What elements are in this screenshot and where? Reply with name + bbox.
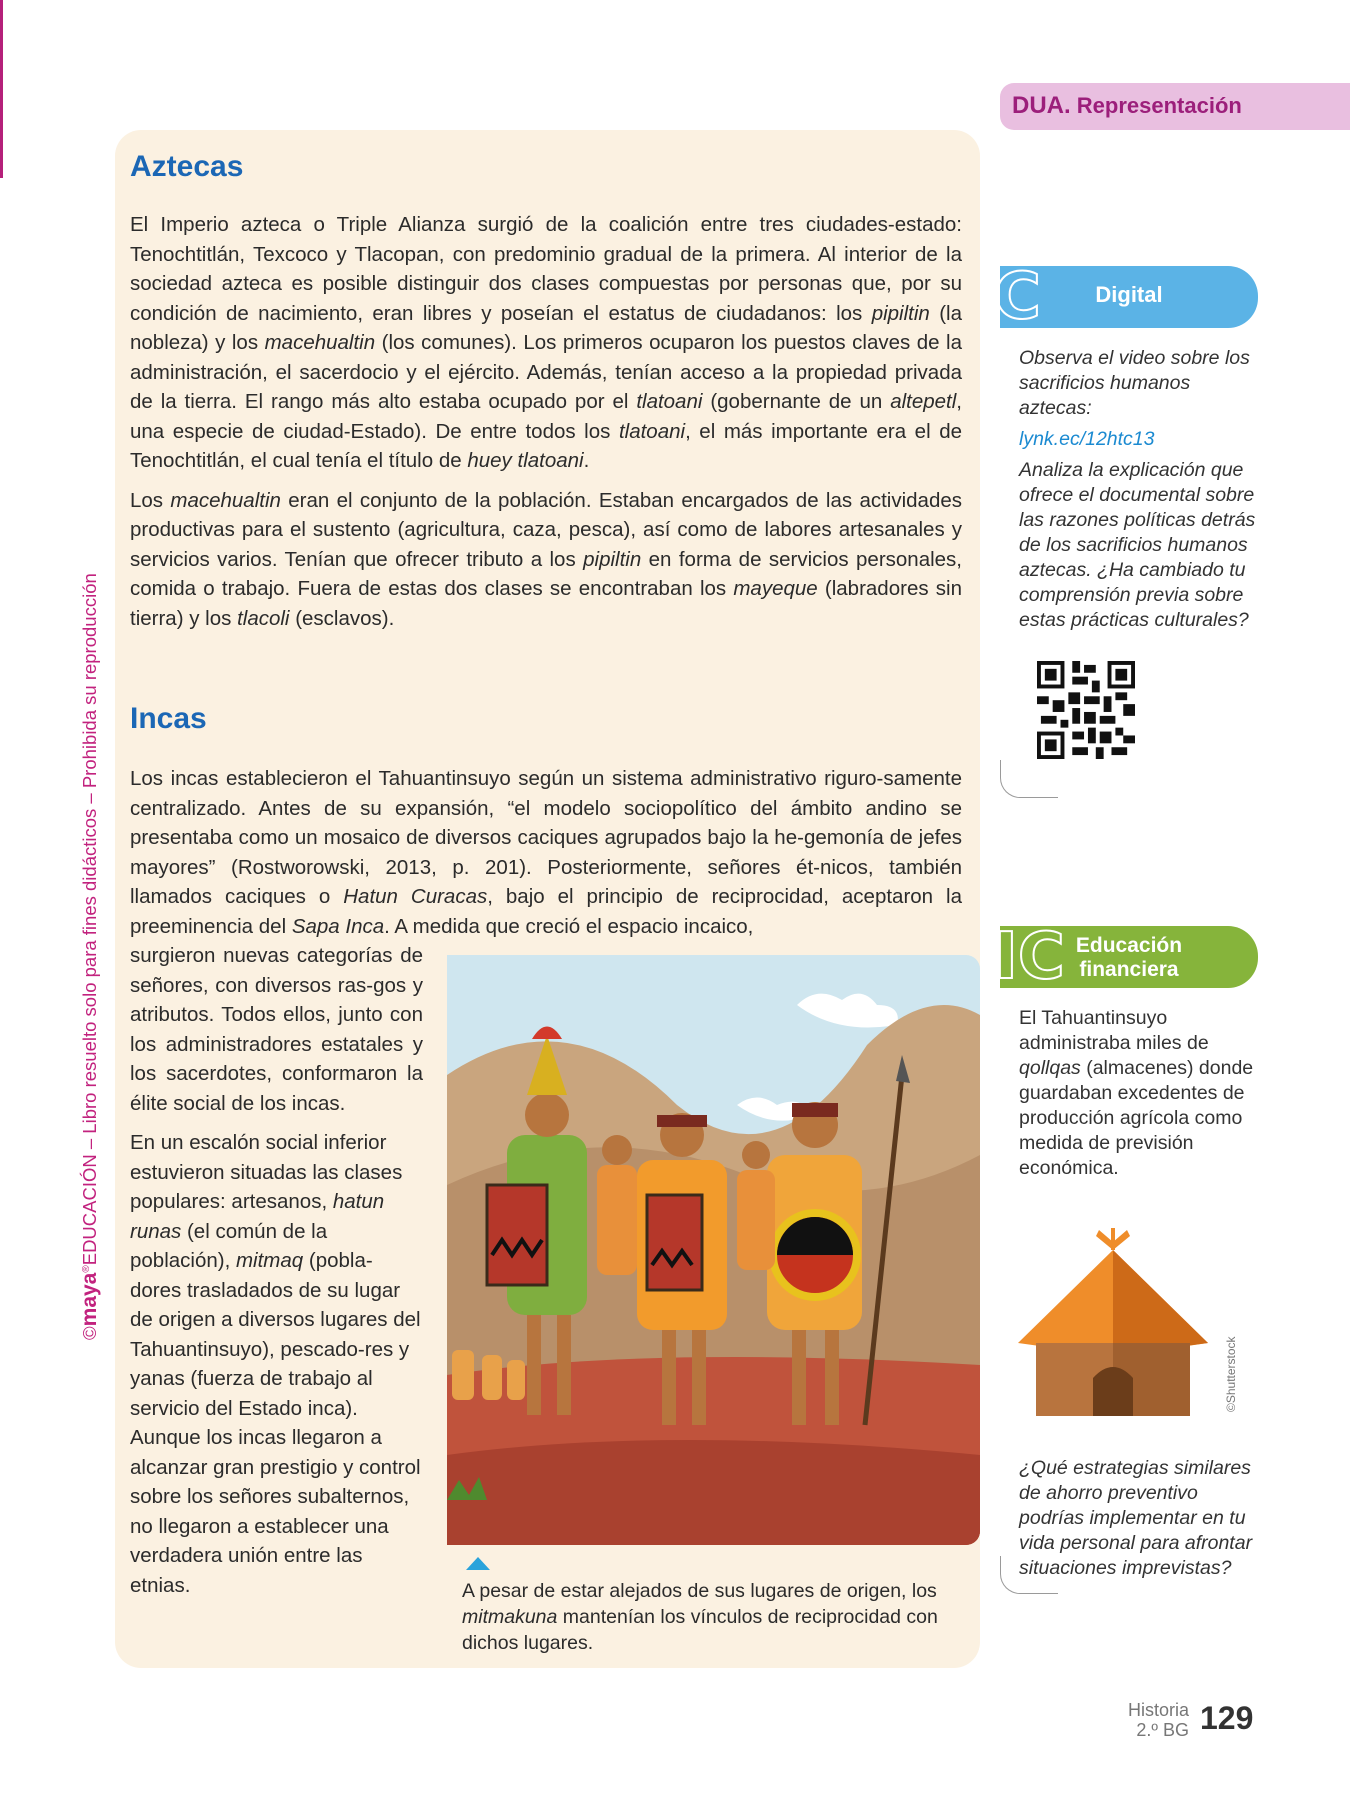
finance-box-border	[1000, 1556, 1058, 1594]
finance-question: ¿Qué estrategias similares de ahorro preventivo podrías implementar en tu vida personal para afrontar situaciones imprevistas?	[1019, 1457, 1253, 1579]
finance-ic-icon: IC	[994, 920, 1065, 994]
vertical-copyright	[78, 573, 102, 1340]
digital-intro: Observa el video sobre los sacrificios humanos aztecas:	[1019, 347, 1250, 419]
mitmakuna-illustration	[447, 955, 980, 1545]
digital-link[interactable]: lynk.ec/12htc13	[1019, 428, 1155, 450]
dua-label: DUA.	[1012, 92, 1071, 119]
hut-icon	[1018, 1228, 1208, 1416]
aztecas-paragraph-2: Los macehualtin eran el conjunto de la población. Estaban encargados de las actividades productivas para el sustento (agricultura, caza, pesca), así como de labores artesanales y servicios varios. Tenían que ofrecer tributo a los pipiltin en forma de servicios personales, comida o trabajo. Fuera de estas dos clases se encontraban los mayeque (labradores sin tierra) y los tlacoli (esclavos).	[130, 488, 962, 630]
copyright-symbol: ©	[79, 1326, 100, 1340]
finance-title-line1: Educación	[1075, 934, 1183, 957]
copyright-text: EDUCACIÓN – Libro resuelto solo para fines didácticos – Prohibida su reproducción	[79, 573, 100, 1266]
aztecas-body	[130, 210, 962, 643]
incas-narrow-column	[130, 941, 423, 1610]
digital-title: Digital	[1095, 282, 1163, 307]
dua-sublabel: Representación	[1070, 93, 1242, 118]
brand-logo-text: maya	[78, 1272, 101, 1327]
incas-paragraph-2: En un escalón social inferior estuvieron situadas las clases populares: artesanos, hatun runas (el común de la población), mitmaq (pobla-dores trasladados de su lugar de origen a diversos lugares del Tahuantinsuyo), pescado-res y yanas (fuerza de trabajo al servicio del Estado inca). Aunque los incas llegaron a alcanzar gran prestigio y control sobre los señores subalternos, no llegaron a establecer una verdadera unión entre las etnias.	[130, 1131, 421, 1597]
finance-title-line2: financiera	[1079, 958, 1179, 981]
left-edge-bar	[0, 0, 3, 178]
digital-c-icon: C	[994, 260, 1041, 334]
digital-box-border	[1000, 760, 1058, 798]
incas-paragraph-1-continued: surgieron nuevas categorías de señores, con diversos ras-gos y atributos. Todos ellos, junto con los administradores estatales y los sacerdotes, conformaron la élite social de los incas.	[130, 944, 423, 1115]
aztecas-paragraph-1: El Imperio azteca o Triple Alianza surgió de la coalición entre tres ciudades-estado: Tenochtitlán, Texcoco y Tlacopan, con predominio gradual de la primera. Al interior de la sociedad azteca es posible distinguir dos clases compuestas por personas que, por su condición de nacimiento, eran libres y poseían el estatus de ciudadanos: los pipiltin (la nobleza) y los macehualtin (los comunes). Los primeros ocuparon los puestos claves de la administración, el sacerdocio y el ejército. Además, tenían acceso a la propiedad privada de la tierra. El rango más alto estaba ocupado por el tlatoani (gobernante de un altepetl, una especie de ciudad-Estado). De entre todos los tlatoani, el más importante era el de Tenochtitlán, el cual tenía el título de huey tlatoani.	[130, 213, 962, 472]
finance-header	[994, 920, 1258, 994]
footer-subject: Historia	[1127, 1700, 1189, 1720]
dua-tab	[1000, 83, 1350, 130]
digital-content	[1019, 346, 1257, 633]
footer-grade: 2.º BG	[1136, 1720, 1189, 1740]
illustration-svg	[447, 955, 980, 1545]
digital-header	[994, 260, 1258, 334]
digital-question: Analiza la explicación que ofrece el documental sobre las razones políticas detrás de los sacrificios humanos aztecas. ¿Ha cambiado tu comprensión previa sobre estas prácticas culturales?	[1019, 459, 1256, 631]
finance-text: El Tahuantinsuyo administraba miles de qollqas (almacenes) donde guardaban excedentes de producción agrícola como medida de previsión económica.	[1019, 1007, 1254, 1179]
registered-mark: ®	[80, 1265, 92, 1273]
aztecas-title: Aztecas	[130, 150, 244, 183]
qr-code-icon[interactable]	[1037, 661, 1135, 759]
caption-triangle-icon	[466, 1557, 490, 1570]
incas-title: Incas	[130, 702, 207, 735]
footer-subject-block	[1112, 1700, 1189, 1740]
image-credit: ©Shutterstock	[1224, 1336, 1238, 1412]
illustration-caption: A pesar de estar alejados de sus lugares de origen, los mitmakuna mantenían los vínculos de reciprocidad con dichos lugares.	[462, 1580, 938, 1654]
incas-paragraph-1: Los incas establecieron el Tahuantinsuyo según un sistema administrativo riguro-samente centralizado. Antes de su expansión, “el modelo sociopolítico del ámbito andino se presentaba como un mosaico de diversos caciques agrupados bajo la he-gemonía de jefes mayores” (Rostworowski, 2013, p. 201). Posteriormente, señores ét-nicos, también llamados caciques o Hatun Curacas, bajo el principio de reciprocidad, aceptaron la preeminencia del Sapa Inca. A medida que creció el espacio incaico,	[130, 767, 962, 938]
page-number: 129	[1200, 1700, 1254, 1736]
